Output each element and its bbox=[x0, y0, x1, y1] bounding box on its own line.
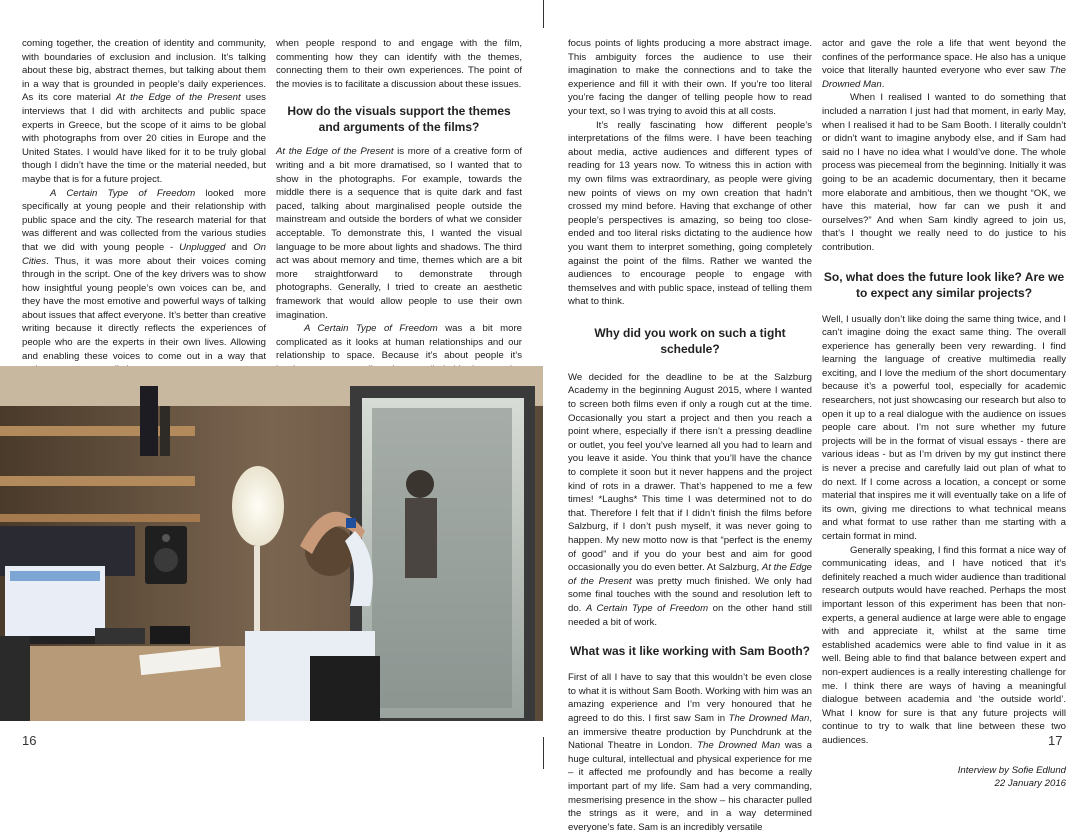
studio-photo bbox=[0, 366, 543, 721]
section-heading: Why did you work on such a tight schedule? bbox=[594, 325, 786, 356]
paragraph: At the Edge of the Present is more of a creative form of writing and a bit more dramatised, so I wanted that to show in the photographs. For example, towards the middle there is a sequence that is quite dark and fast paced, talking about marginalised people outside the mainstream and outside the borders of what we consider acceptable. To demonstrate this, I wanted the visual language to be more about lights and shadows. The third act was about memory and time, themes which are a bit more straightforward to demonstrate through photographs. Generally, I tried to create an aesthetic framework that would allow people to use their own imagination. bbox=[276, 146, 522, 321]
interview-date: 22 January 2016 bbox=[994, 778, 1066, 790]
paragraph: First of all I have to say that this wouldn’t be even close to what it is without Sam Booth. Working with him was an amazing experience and I’m very honoured that he agreed to do this. I first saw Sam in The Drowned Man, an immersive theatre production by Punchdrunk at the National Theatre in London. The Drowned Man was a huge cultural, intellectual and physical experience for me – it affected me profoundly and has become a really important part of my life. Sam had a very commanding, mesmerising presence in the show – his character pulled the strings as it were, and in a way determined everyone’s fate. Sam is an incredibly versatile bbox=[568, 672, 812, 833]
paragraph: when people respond to and engage with the film, commenting how they can identify with the themes, connecting them to their own experiences. The point of the movies is to facilitate a discussion about these issues. bbox=[276, 38, 522, 90]
page-number-left: 16 bbox=[22, 733, 37, 748]
paragraph: Generally speaking, I find this format a nice way of communicating ideas, and I have noticed that it’s definitely reached a much wider audience than traditional research outputs would have reached. Perhaps the most important lesson of this experiment has been that non-experts, a general audience at large were able to engage with and appreciate it, whilst at the same time established academics were able to find value in it as well. Being able to find that balance between expert and non-expert audiences is a really interesting challenge for me. I think there are ways of having a meaningful dialogue between academia and ‘the outside world’. What I know for sure is that any future projects will continue to try to walk that line between these two audiences. bbox=[822, 544, 1066, 746]
paragraph: A Certain Type of Freedom looked more specifically at young people and their relationship with public space and the city. The research material for that was different and was collected from the various studies that we did with young people - Unplugged and On Cities. Thus, it was more about their voices coming through in the script. One of the key drivers was to show how insightful young people’s own voices can be, and they have the most emotive and powerful ways of talking about issues that affect everyone. It’s better than creative writing because it directly reflects the experiences of people who are the experts in their own lives. Allowing and enabling these voices to come out in a way that bbox=[22, 187, 266, 362]
paragraph: actor and gave the role a life that went beyond the confines of the performance space. He also has a unique voice that literally haunted everyone who ever saw The Drowned Man. bbox=[822, 38, 1066, 90]
studio-photo-illustration bbox=[0, 366, 543, 721]
paragraph: focus points of lights producing a more abstract image. This ambiguity forces the audience to use their imagination to make the connections and to take the experience and fill it with their own. If you’re too literal you’re facing the danger of telling people how to read your text, so I was trying to avoid this at all costs. bbox=[568, 38, 812, 117]
page-divider-top bbox=[543, 0, 544, 28]
paragraph: It’s really fascinating how different people’s interpretations of the films were. I have been teaching about media, active audiences and different types of reading for 13 years now. To witness this in action with my own films was extraordinary, as people were giving new points of views on my own creation that hadn’t crossed my mind before. Having that exchange of other people’s perspectives is amazing, so being too close-ended and too literal risks dictating to the audience how you want them to interpret something, going completely against the point of the films. Rather we wanted the audiences to encourage people to engage with themselves and with public space, instead of telling them what to think. bbox=[568, 119, 812, 308]
paragraph: We decided for the deadline to be at the Salzburg Academy in the beginning August 2015, where I wanted to screen both films even if only a rough cut at the time. Occasionally you start a project and then you reach a point where, especially if there isn’t a pressing deadline or outlet, you feel you’ve learned all you had to learn and you leave it aside. You think that you’ll have the chance to complete it soon but it never happens and the project kind of rots in a drawer. That’s happened to me a few times! *Laughs* This time I was determined not to do that. Therefore I felt that if I didn’t finish the films before Salzburg, if I don’t push myself, it was never going to happen. My new motto now is that “perfect is the enemy of good” and if you do your best and aim for good occasionally you do even better. At Salzburg, At the Edge of the Present was pretty much finished. We only had some final touches with the sound and resolution left to do. A Certain Type of Freedom on the other hand still needed a bit of work. bbox=[568, 371, 813, 628]
paragraph: Well, I usually don’t like doing the same thing twice, and I can’t imagine doing the exact same thing. The overall experience has generally been very rewarding. I find learning the language of creative multimedia really exciting, and I love the medium of the short documentary because it’s a powerful tool, especially for academic researchers, not just showcasing our research but also to open it up to a real dialogue with the audience on issues people care about. I’m not sure whether my future projects will be in the format of visual essays - there are various ideas - but as I’m driven by my gut instinct there is never a precise and carefully laid out plan of what to do next. If I come across a location, a concept or some material that inspires me it will eventually take on a life of its own, giving me directions to what technical means and what format to use rather than me starting with a certain format in mind. bbox=[822, 313, 1066, 542]
section-heading: How do the visuals support the themes and arguments of the films? bbox=[287, 104, 511, 135]
paragraph: When I realised I wanted to do something that included a narration I just had that moment, in early May, when I realised it had to be Sam Booth. I literally couldn’t or didn’t want to imagine anybody else, and if Sam had said no I have no idea what I would’ve done. The whole process was piecemeal from the beginning. Initially it was going to be an academic documentary, then it became more elaborate and ambitious, then we thought “OK, we have this material, how far can we push it and ourselves?” And when Sam kindly agreed to join us, that’s I thought we really need to do justice to his contribution. bbox=[822, 92, 1066, 253]
paragraph: A Certain Type of Freedom was a bit more complicated as it looks at human relationships and our relationship to space. Because it’s about people it’s bbox=[276, 323, 522, 362]
section-heading: So, what does the future look like? Are we to expect any similar projects? bbox=[823, 269, 1065, 300]
section-heading: What was it like working with Sam Booth? bbox=[569, 644, 811, 659]
interview-credit: Interview by Sofie Edlund bbox=[957, 764, 1066, 776]
right-column-1 bbox=[568, 37, 812, 834]
page-divider-bottom bbox=[543, 737, 544, 769]
paragraph: coming together, the creation of identity and community, with boundaries of exclusion and inclusion. It’s talking about these big, abstract themes, but talking about them in a way that is grounded in people’s daily experiences. As its core material At the Edge of the Present uses interviews that I did with architects and public space experts in Greece, but the scope of it aims to be global with photographs from over 20 cities in Europe and the United States. I would have liked for it to be truly global though I didn’t have the time or the material needed, but maybe that is for a future project. bbox=[22, 38, 266, 185]
left-column-2 bbox=[276, 37, 522, 390]
left-column-1 bbox=[22, 37, 266, 390]
right-column-2 bbox=[822, 37, 1066, 791]
page-number-right: 17 bbox=[1048, 733, 1063, 748]
